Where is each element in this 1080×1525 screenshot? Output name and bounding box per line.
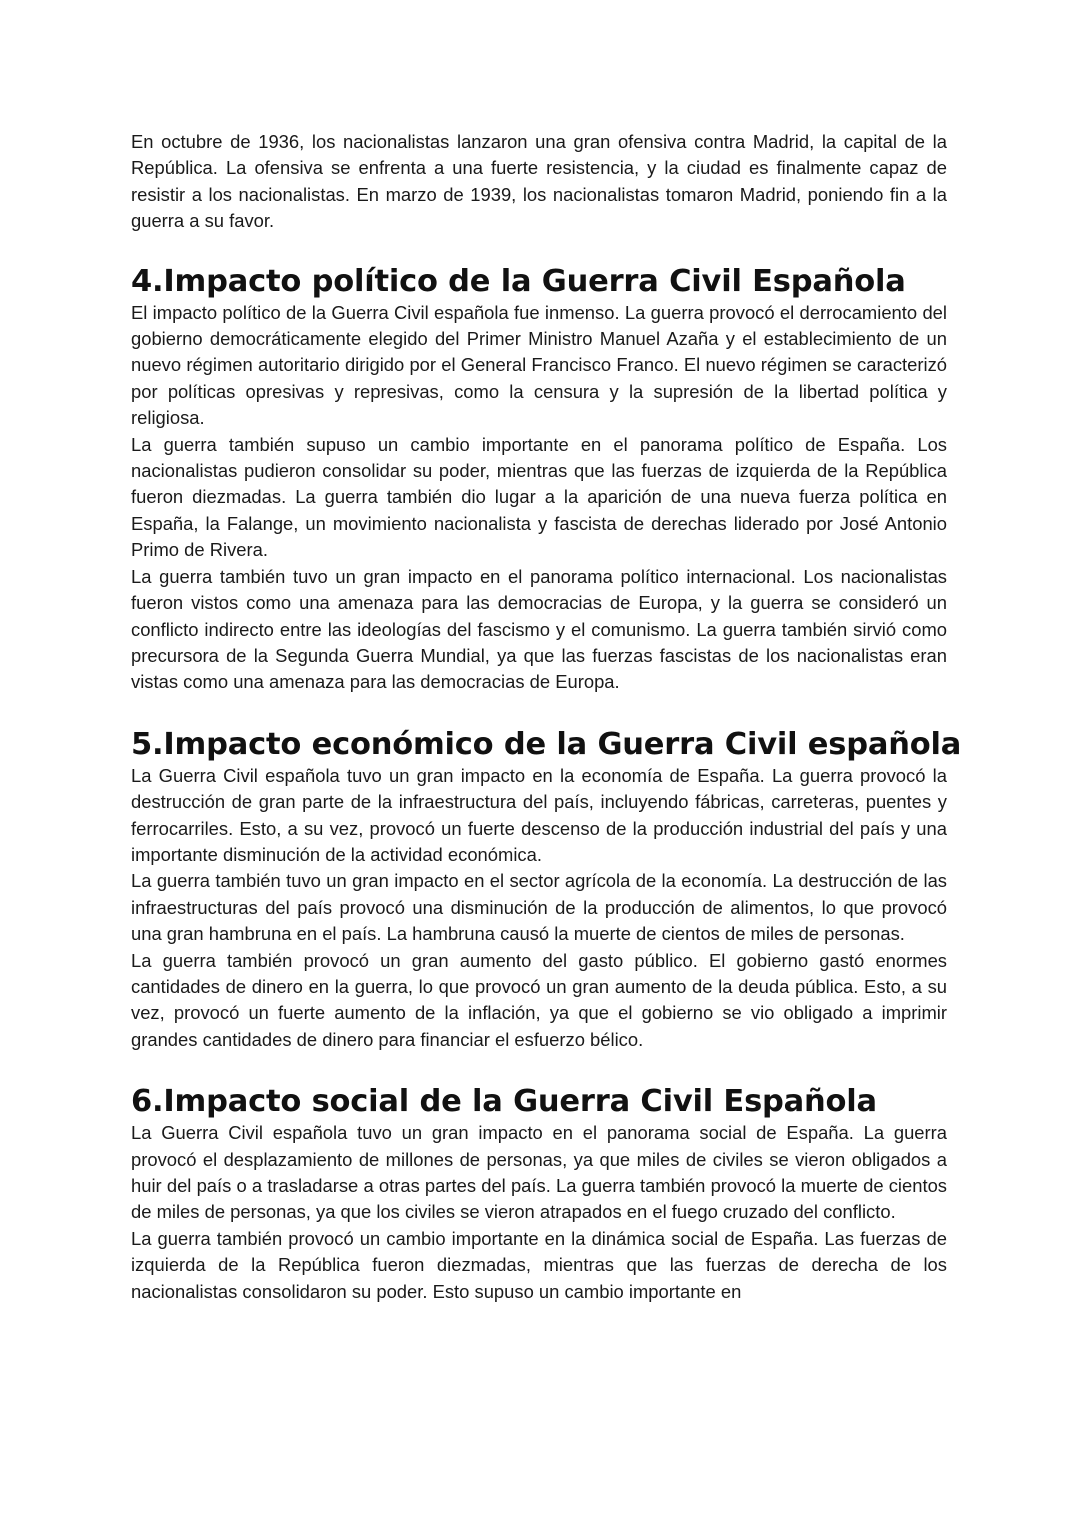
section-heading: 5.Impacto económico de la Guerra Civil española: [131, 726, 962, 762]
section-paragraph: La Guerra Civil española tuvo un gran impacto en el panorama social de España. La guerra provocó el desplazamiento de millones de personas, ya que miles de civiles se vieron obligados a huir del país o a trasladarse a otras partes del país. La guerra también provocó la muerte de cientos de miles de personas, ya que los civiles se vieron atrapados en el fuego cruzado del conflicto.: [131, 1122, 947, 1223]
section-heading: 4.Impacto político de la Guerra Civil Española: [131, 263, 906, 299]
section-paragraph: La Guerra Civil española tuvo un gran impacto en la economía de España. La guerra provocó la destrucción de gran parte de la infraestructura del país, incluyendo fábricas, carreteras, puentes y ferrocarriles. Esto, a su vez, provocó un fuerte descenso de la producción industrial del país y una importante disminución de la actividad económica.: [131, 764, 947, 865]
intro-paragraph: En octubre de 1936, los nacionalistas lanzaron una gran ofensiva contra Madrid, la capital de la República. La ofensiva se enfrenta a una fuerte resistencia, y la ciudad es finalmente capaz de resistir a los nacionalistas. En marzo de 1939, los nacionalistas tomaron Madrid, poniendo fin a la guerra a su favor.: [131, 131, 947, 232]
section-paragraph: La guerra también tuvo un gran impacto en el sector agrícola de la economía. La destrucción de las infraestructuras del país provocó una disminución de la producción de alimentos, lo que provocó una gran hambruna en el país. La hambruna causó la muerte de cientos de miles de personas.: [131, 870, 947, 945]
section-paragraph: La guerra también provocó un gran aumento del gasto público. El gobierno gastó enormes cantidades de dinero en la guerra, lo que provocó un gran aumento de la deuda pública. Esto, a su vez, provocó un fuerte aumento de la inflación, ya que el gobierno se vio obligado a imprimir grandes cantidades de dinero para financiar el esfuerzo bélico.: [131, 949, 947, 1050]
section-paragraph: La guerra también tuvo un gran impacto en el panorama político internacional. Los nacionalistas fueron vistos como una amenaza para las democracias de Europa, y la guerra se consideró un conflicto indirecto entre las ideologías del fascismo y el comunismo. La guerra también sirvió como precursora de la Segunda Guerra Mundial, ya que las fuerzas fascistas de los nacionalistas eran vistas como una amenaza para las democracias de Europa.: [131, 565, 947, 693]
section-heading: 6.Impacto social de la Guerra Civil Española: [131, 1084, 877, 1120]
document-page: [131, 129, 962, 1305]
section-paragraph: La guerra también provocó un cambio importante en la dinámica social de España. Las fuerzas de izquierda de la República fueron diezmadas, mientras que las fuerzas de derecha de los nacionalistas consolidaron su poder. Esto supuso un cambio importante en: [131, 1227, 947, 1302]
section-paragraph: La guerra también supuso un cambio importante en el panorama político de España. Los nacionalistas pudieron consolidar su poder, mientras que las fuerzas de izquierda de la República fueron diezmadas. La guerra también dio lugar a la aparición de una nueva fuerza política en España, la Falange, un movimiento nacionalista y fascista de derechas liderado por José Antonio Primo de Rivera.: [131, 433, 947, 561]
section-paragraph: El impacto político de la Guerra Civil española fue inmenso. La guerra provocó el derrocamiento del gobierno democráticamente elegido del Primer Ministro Manuel Azaña y el establecimiento de un nuevo régimen autoritario dirigido por el General Francisco Franco. El nuevo régimen se caracterizó por políticas opresivas y represivas, como la censura y la supresión de la libertad política y religiosa.: [131, 301, 947, 429]
section-political-impact: [131, 264, 947, 696]
section-economic-impact: [131, 726, 962, 1053]
section-social-impact: [131, 1084, 947, 1305]
